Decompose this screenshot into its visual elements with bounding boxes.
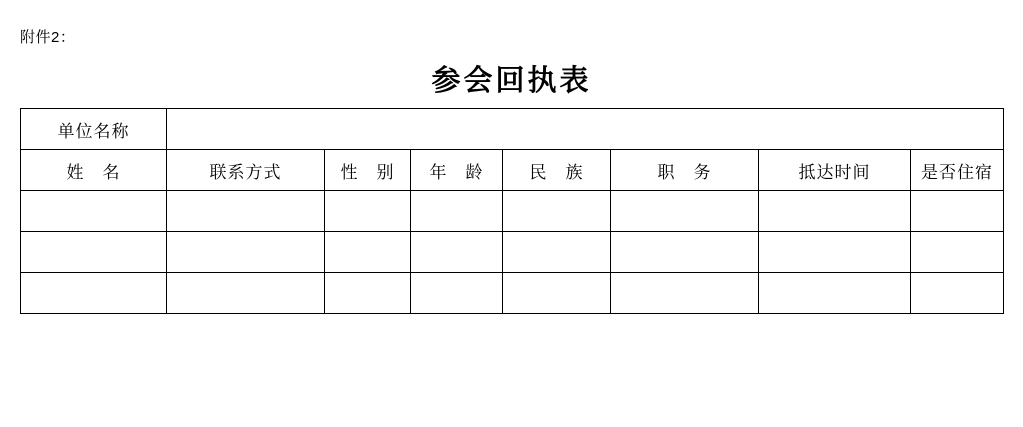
table-row xyxy=(21,232,1004,273)
cell-gender[interactable] xyxy=(325,232,411,273)
cell-ethnicity[interactable] xyxy=(503,273,611,314)
cell-arrival-time[interactable] xyxy=(759,273,911,314)
column-header-position: 职 务 xyxy=(611,150,759,191)
table-header-row xyxy=(21,150,1004,191)
cell-arrival-time[interactable] xyxy=(759,232,911,273)
attachment-label: 附件2： xyxy=(20,29,76,46)
column-header-gender: 性 别 xyxy=(325,150,411,191)
cell-arrival-time[interactable] xyxy=(759,191,911,232)
table-row xyxy=(21,191,1004,232)
cell-position[interactable] xyxy=(611,273,759,314)
cell-position[interactable] xyxy=(611,232,759,273)
cell-position[interactable] xyxy=(611,191,759,232)
cell-accommodation[interactable] xyxy=(911,191,1004,232)
table-row xyxy=(21,273,1004,314)
page-title: 参会回执表 xyxy=(431,63,592,97)
cell-age[interactable] xyxy=(411,191,503,232)
cell-contact[interactable] xyxy=(167,191,325,232)
cell-contact[interactable] xyxy=(167,232,325,273)
unit-name-label: 单位名称 xyxy=(21,109,167,150)
cell-ethnicity[interactable] xyxy=(503,191,611,232)
cell-age[interactable] xyxy=(411,273,503,314)
column-header-accommodation: 是否住宿 xyxy=(911,150,1004,191)
cell-name[interactable] xyxy=(21,191,167,232)
unit-name-value-cell[interactable] xyxy=(167,109,1004,150)
column-header-contact: 联系方式 xyxy=(167,150,325,191)
column-header-age: 年 龄 xyxy=(411,150,503,191)
column-header-name: 姓 名 xyxy=(21,150,167,191)
cell-accommodation[interactable] xyxy=(911,273,1004,314)
cell-accommodation[interactable] xyxy=(911,232,1004,273)
receipt-table xyxy=(20,108,1004,314)
column-header-ethnicity: 民 族 xyxy=(503,150,611,191)
column-header-arrival-time: 抵达时间 xyxy=(759,150,911,191)
cell-ethnicity[interactable] xyxy=(503,232,611,273)
table-row-unit-name xyxy=(21,109,1004,150)
cell-gender[interactable] xyxy=(325,273,411,314)
cell-gender[interactable] xyxy=(325,191,411,232)
cell-name[interactable] xyxy=(21,273,167,314)
cell-name[interactable] xyxy=(21,232,167,273)
cell-age[interactable] xyxy=(411,232,503,273)
cell-contact[interactable] xyxy=(167,273,325,314)
